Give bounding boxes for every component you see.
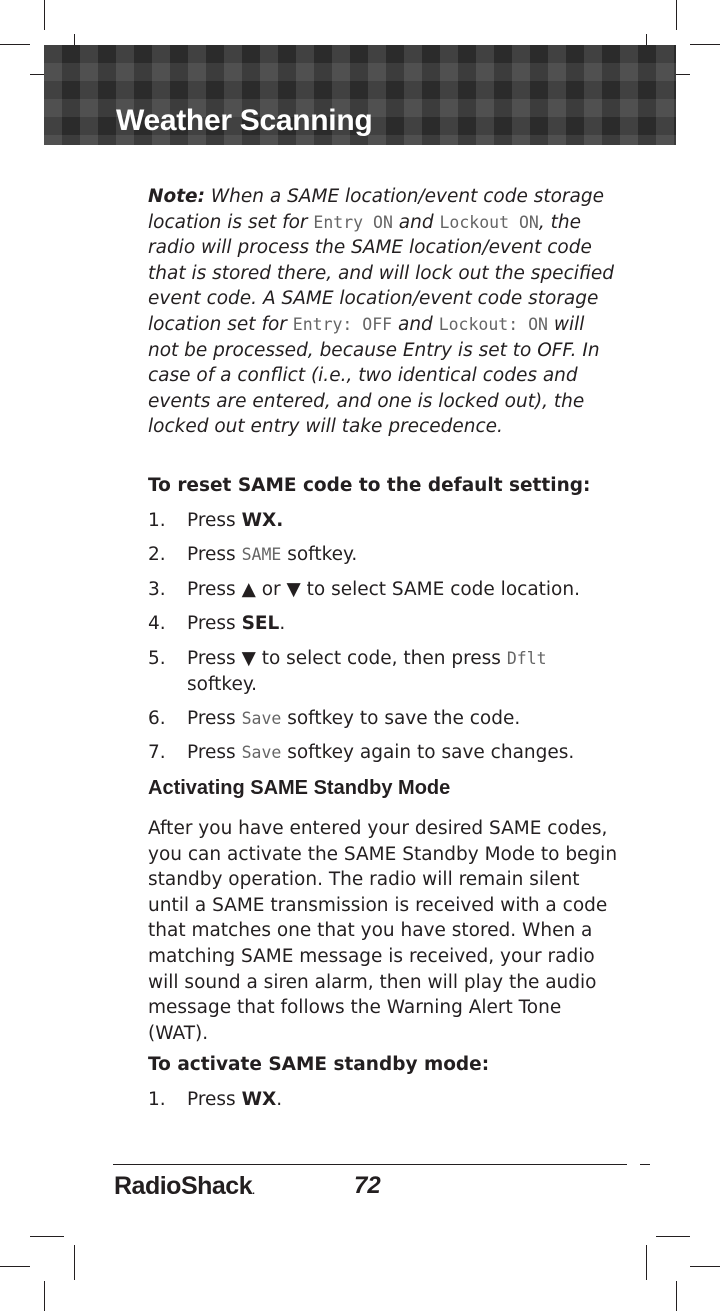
step-number: 3. [148,579,166,600]
note-label: Note: [148,186,205,207]
crop-mark [44,1281,45,1311]
step-text: . [276,1089,283,1110]
down-arrow-icon: ▼ [241,648,256,669]
step-text: softkey. [187,673,258,695]
step-text: softkey to save the code. [281,708,521,729]
section-heading: Activating SAME Standby Mode [148,777,451,799]
step-text: softkey again to save changes. [281,742,575,763]
down-arrow-icon: ▼ [286,579,301,600]
display-code: Lockout: ON [438,314,548,334]
step-text: or [255,579,287,600]
brand-mark: . [252,1186,255,1197]
crop-mark [690,44,720,45]
crop-mark [646,1245,647,1280]
display-code: Save [241,709,282,728]
up-arrow-icon: ▲ [241,579,256,600]
display-code: Dflt [506,649,547,668]
step-text: Press [187,579,242,600]
step-text: to select code, then press [255,648,507,669]
step-number: 6. [148,708,166,729]
crop-mark [676,0,677,30]
display-code: Save [241,743,282,762]
step-text: Press [187,510,242,531]
page-number: 72 [354,1172,381,1199]
note-text: will not be processed, because Entry is set to OFF. In case of a conflict (i.e., two identical codes and events are entered, and one is locked out), the locked out entry will take precedence. [148,313,600,438]
crop-mark [690,1266,720,1267]
step-text: Press [187,1089,242,1110]
crop-mark [30,1236,64,1237]
step-text: softkey. [281,544,358,565]
note-text: When a SAME location/event code storage location is set for [148,186,604,233]
brand-logo [114,1172,254,1201]
brand-name: RadioShack [114,1172,253,1200]
standby-subheading: To activate SAME standby mode: [148,1054,490,1075]
standby-paragraph: After you have entered your desired SAME codes, you can activate the SAME Standby Mode to begin standby operation. The radio will remain silent until a SAME transmission is received with a code that matches one that you have stored. When a matching SAME message is received, your radio will sound a siren alarm, then will play the audio message that follows the Warning Alert Tone (WAT). [148,818,618,1044]
step-text: Press [187,544,242,565]
footer-rule [113,1164,627,1165]
step-number: 4. [148,613,166,634]
crop-mark [0,1266,30,1267]
page-title: Weather Scanning [116,104,373,137]
reset-heading: To reset SAME code to the default setting: [148,475,591,496]
key-label: WX. [241,510,284,531]
step-text: Press [187,613,242,634]
crop-mark [44,0,45,30]
note-text: , the radio will process the SAME location/event code that is stored there, and will lock out the specified event code. A SAME location/event code storage location set for [148,211,614,335]
step-number: 5. [148,648,166,669]
step-number: 1. [148,1089,166,1110]
step-text: Press [187,648,242,669]
step-text: Press [187,742,242,763]
display-code: Entry: OFF [292,314,393,334]
step-number: 1. [148,510,166,531]
step-text: . [279,613,286,634]
crop-mark [656,1236,690,1237]
note-paragraph [148,184,618,440]
display-code: Entry ON [313,212,393,232]
crop-mark [74,1245,75,1280]
step-text: Press [187,708,242,729]
note-text: and [392,211,440,233]
display-code: SAME [241,545,282,564]
step-number: 2. [148,544,166,565]
crop-mark [0,44,30,45]
key-label: SEL [241,613,280,634]
note-text: and [392,313,439,335]
display-code: Lockout ON [439,212,539,232]
crop-mark [676,1281,677,1311]
footer-rule [640,1164,650,1165]
step-number: 7. [148,742,166,763]
step-text: to select SAME code location. [300,579,580,600]
key-label: WX [241,1089,277,1110]
